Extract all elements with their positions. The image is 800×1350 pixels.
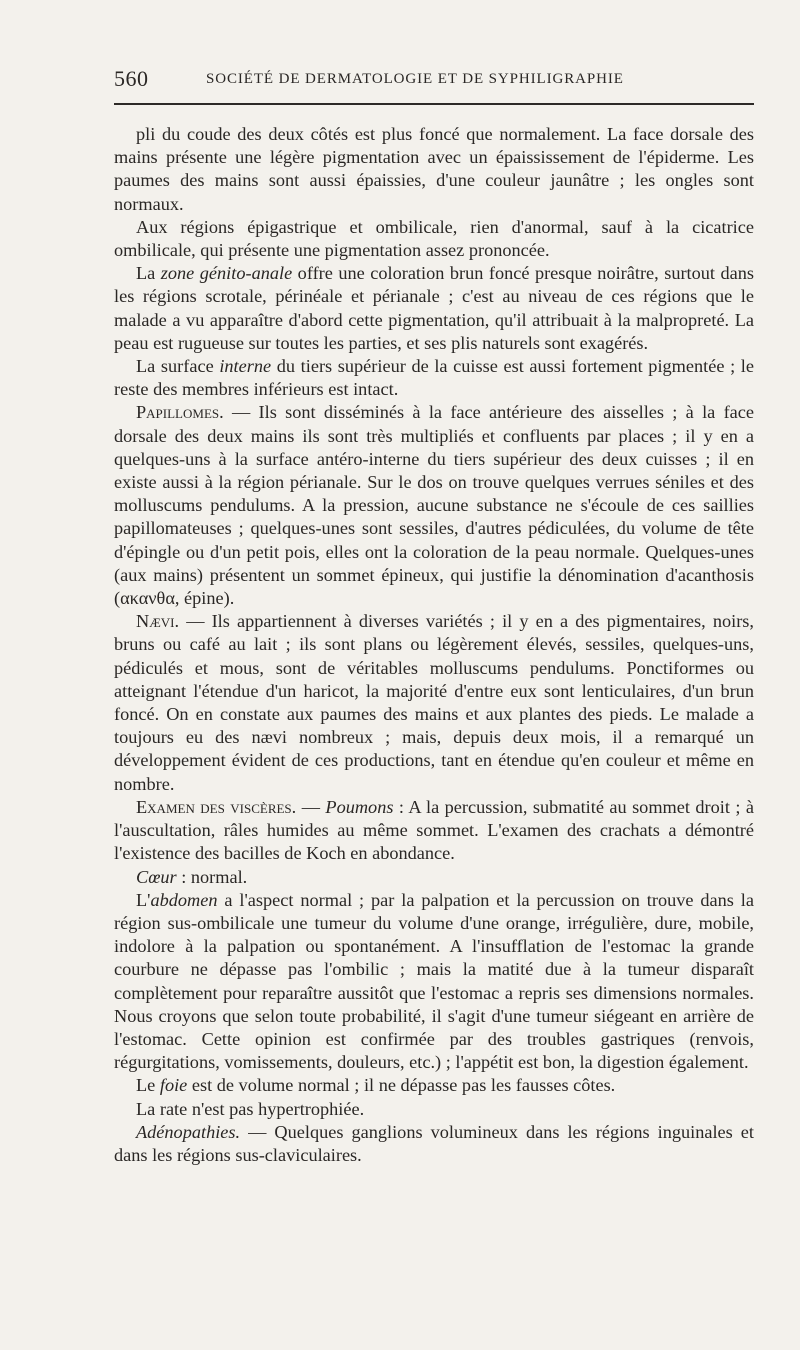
emphasis: zone génito-anale <box>160 263 293 284</box>
paragraph: La surface interne du tiers supérieur de la cuisse est aussi fortement pigmentée ; le reste des membres inférieurs est intact. <box>114 356 754 400</box>
paragraph: Papillomes. — Ils sont disséminés à la face antérieure des aisselles ; à la face dorsale des deux mains ils sont très multipliés et confluents par places ; il y en a quelques-uns à la surface antéro-interne du tiers supérieur des deux cuisses ; il en existe aussi à la région périanale. Sur le dos on trouve quelques verrues séniles et des molluscums pendulums. A la pression, aucune substance ne s'écoule de ces saillies papillomateuses ; quelques-unes sont sessiles, d'autres pédiculées, du volume de tête d'épingle ou d'un petit pois, elles ont la coloration de la peau normale. Quelques-unes (aux mains) présentent un sommet épineux, qui justifie la dénomination d'acanthosis (ακανθα, épine). <box>114 402 754 609</box>
section-heading: Examen des viscères. <box>136 796 297 817</box>
paragraph: pli du coude des deux côtés est plus foncé que normalement. La face dorsale des mains présente une légère pigmentation avec un épaississement de l'épiderme. Les paumes des mains sont aussi épaissies, d'une couleur jaunâtre ; les ongles sont normaux. <box>114 124 754 214</box>
paragraph: Adénopathies. — Quelques ganglions volumineux dans les régions inguinales et dans les régions sus-claviculaires. <box>114 1121 754 1165</box>
body-text <box>114 123 754 1167</box>
paragraph: Aux régions épigastrique et ombilicale, rien d'anormal, sauf à la cicatrice ombilicale, qui présente une pigmentation assez prononcée. <box>114 216 754 261</box>
paragraph: Le foie est de volume normal ; il ne dépasse pas les fausses côtes. <box>136 1075 616 1096</box>
running-head <box>114 66 754 96</box>
header-rule <box>114 103 754 105</box>
emphasis: Adénopathies. <box>136 1121 241 1142</box>
section-heading: Nævi. <box>136 611 180 632</box>
journal-title: SOCIÉTÉ DE DERMATOLOGIE ET DE SYPHILIGRAPHIE <box>206 71 624 87</box>
emphasis: foie <box>159 1075 188 1096</box>
paragraph: Nævi. — Ils appartiennent à diverses variétés ; il y en a des pigmentaires, noirs, bruns ou café au lait ; ils sont plans ou légèrement élevés, sessiles, quelques-uns, pédiculés et mous, sont de véritables molluscums pendulums. Ponctiformes ou atteignant l'étendue d'un haricot, la majorité d'entre eux sont lenticulaires, d'un brun foncé. On en constate aux paumes des mains et aux plantes des pieds. Le malade a toujours eu des nævi nombreux ; mais, depuis deux mois, il a remarqué un développement évident de ces productions, tant en étendue qu'en couleur et même en nombre. <box>114 611 754 794</box>
paragraph: Cœur : normal. <box>136 866 248 887</box>
emphasis: Cœur <box>136 866 177 887</box>
paragraph: Examen des viscères. — Poumons : A la percussion, submatité au sommet droit ; à l'auscultation, râles humides au même sommet. L'examen des crachats a démontré l'existence des bacilles de Koch en abondance. <box>114 796 754 864</box>
paragraph: L'abdomen a l'aspect normal ; par la palpation et la percussion on trouve dans la région sus-ombilicale une tumeur du volume d'une orange, irrégulière, dure, mobile, indolore à la palpation ou spontanément. A l'insufflation de l'estomac la grande courbure ne dépasse pas l'ombilic ; mais la matité due à la tumeur disparaît complètement pour reparaître aussitôt que l'estomac a repris ses dimensions normales. Nous croyons que selon toute probabilité, il s'agit d'une tumeur siégeant en arrière de l'estomac. Cette opinion est confirmée par des troubles gastriques (renvois, régurgitations, vomissements, douleurs, etc.) ; l'appétit est bon, la digestion également. <box>114 889 754 1073</box>
emphasis: abdomen <box>150 889 218 910</box>
paragraph: La rate n'est pas hypertrophiée. <box>136 1098 365 1119</box>
section-heading: Papillomes. <box>136 402 224 423</box>
paragraph: La zone génito-anale offre une coloration brun foncé presque noirâtre, surtout dans les régions scrotale, périnéale et périanale ; c'est au niveau de ces régions que le malade a vu apparaître d'abord cette pigmentation, qu'il attribuait à la malpropreté. La peau est rugueuse sur toutes les parties, et ses plis naturels sont exagérés. <box>114 263 754 353</box>
emphasis: interne <box>219 356 272 377</box>
page-number: 560 <box>114 66 149 91</box>
emphasis: Poumons <box>325 796 394 817</box>
